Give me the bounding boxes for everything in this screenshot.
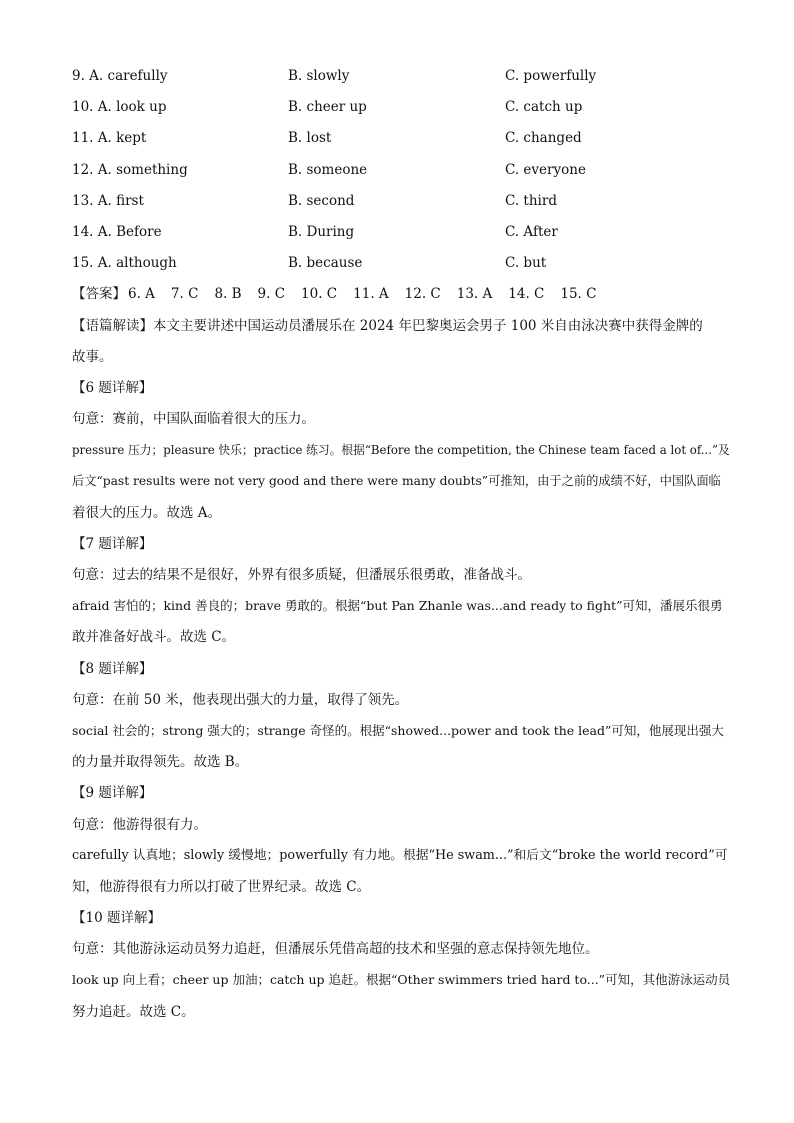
option-a: 15. A. although [72, 255, 177, 272]
text-line: 知，他游得很有力所以打破了世界纪录。故选 C。 [72, 878, 371, 895]
option-b: B. During [288, 223, 355, 240]
option-row [72, 187, 732, 218]
option-a: 9. A. carefully [72, 68, 168, 84]
document-page [72, 62, 732, 1029]
detail-section-6 [72, 374, 732, 530]
text-line: 后文“past results were not very good and there were many doubts”可推知，由于之前的成绩不好，中国队面临 [72, 474, 721, 489]
text-line: carefully 认真地；slowly 缓慢地；powerfully 有力地。根据“He swam...”和后文“broke the world record”可 [72, 847, 728, 863]
option-row [72, 156, 732, 187]
option-b: B. cheer up [288, 99, 367, 116]
option-a: 12. A. something [72, 161, 188, 178]
option-c: C. catch up [505, 99, 583, 116]
detail-section-9 [72, 779, 732, 904]
option-c: C. changed [505, 130, 582, 147]
option-a: 10. A. look up [72, 99, 167, 116]
option-row [72, 124, 732, 155]
option-row [72, 218, 732, 249]
summary-line: 【语篇解读】本文主要讲述中国运动员潘展乐在 2024 年巴黎奥运会男子 100 米自由泳决赛中获得金牌的 [72, 317, 703, 334]
section-heading: 【7 题详解】 [72, 535, 153, 552]
answer-item: 11. A [353, 286, 389, 303]
option-row [72, 93, 732, 124]
answer-label: 【答案】 [72, 286, 126, 303]
text-line: 的力量并取得领先。故选 B。 [72, 754, 249, 771]
section-heading: 【9 题详解】 [72, 785, 153, 802]
answer-key [72, 280, 732, 311]
option-a: 14. A. Before [72, 223, 162, 240]
text-line: 句意：其他游泳运动员努力追赶，但潘展乐凭借高超的技术和坚强的意志保持领先地位。 [72, 941, 599, 958]
detail-section-8 [72, 655, 732, 780]
option-row [72, 62, 732, 93]
text-line: social 社会的；strong 强大的；strange 奇怪的。根据“showed...power and took the lead”可知，他展现出强大 [72, 722, 724, 738]
text-line: look up 向上看；cheer up 加油；catch up 追赶。根据“Other swimmers tried hard to...”可知，其他游泳运动员 [72, 972, 731, 988]
detail-section-10 [72, 904, 732, 1029]
option-a: 13. A. first [72, 192, 144, 209]
section-heading: 【6 题详解】 [72, 379, 153, 396]
answer-item: 12. C [404, 286, 441, 303]
text-line: 句意：他游得很有力。 [72, 816, 207, 833]
text-line: afraid 害怕的；kind 善良的；brave 勇敢的。根据“but Pan Zhanle was...and ready to fight”可知，潘展乐很勇 [72, 598, 723, 614]
option-b: B. someone [288, 161, 368, 178]
option-a: 11. A. kept [72, 130, 147, 147]
option-c: C. powerfully [505, 68, 597, 84]
text-line: pressure 压力；pleasure 快乐；practice 练习。根据“Before the competition, the Chinese team faced a lot of...”及 [72, 443, 730, 458]
summary-line: 故事。 [72, 348, 113, 365]
text-line: 敢并准备好战斗。故选 C。 [72, 629, 236, 646]
answer-item: 8. B [214, 286, 242, 303]
text-line: 努力追赶。故选 C。 [72, 1003, 195, 1020]
option-c: C. After [505, 223, 558, 240]
option-b: B. second [288, 192, 355, 209]
option-b: B. because [288, 255, 363, 272]
text-line: 句意：过去的结果不是很好，外界有很多质疑，但潘展乐很勇敢，准备战斗。 [72, 567, 531, 583]
text-line: 句意：赛前，中国队面临着很大的压力。 [72, 411, 315, 428]
answer-item: 15. C [560, 286, 597, 303]
section-heading: 【8 题详解】 [72, 660, 153, 677]
option-row [72, 249, 732, 280]
option-b: B. lost [288, 130, 332, 147]
option-c: C. everyone [505, 161, 586, 178]
section-heading: 【10 题详解】 [72, 910, 161, 927]
text-line: 着很大的压力。故选 A。 [72, 504, 222, 521]
answer-item: 7. C [170, 286, 199, 303]
answer-item: 10. C [301, 286, 338, 303]
answer-item: 9. C [257, 286, 286, 303]
answer-item: 6. A [128, 286, 155, 303]
text-line: 句意：在前 50 米，他表现出强大的力量，取得了领先。 [72, 691, 409, 708]
detail-section-7 [72, 530, 732, 655]
answer-item: 13. A [456, 286, 493, 303]
option-c: C. but [505, 255, 547, 272]
option-b: B. slowly [288, 68, 350, 84]
option-c: C. third [505, 192, 557, 209]
options-list [72, 62, 732, 280]
answer-item: 14. C [508, 286, 545, 303]
